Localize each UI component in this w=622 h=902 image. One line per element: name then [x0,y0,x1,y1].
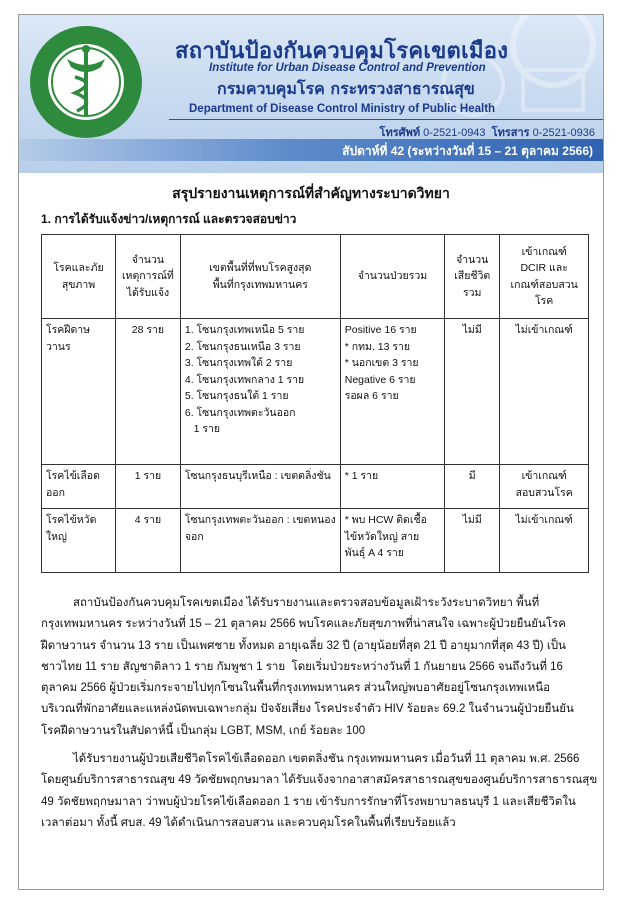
cell-deaths: ไม่มี [445,509,500,573]
cell-line: จอก [184,530,204,543]
cell-line: พื้นที่กรุงเทพมหานคร [212,278,308,291]
ministry-logo-icon [27,23,145,141]
cell-deaths: ไม่มี [445,319,500,465]
paragraph-dengue [41,749,598,834]
report-page [18,14,604,890]
letterhead [19,15,603,173]
cell-areas [180,465,340,509]
table-row [42,509,589,573]
cell-line: ได้รับแจ้ง [126,286,170,299]
institute-title-th: สถาบันป้องกันควบคุมโรคเขตเมือง [175,38,509,64]
cell-line: เกณฑ์สอบสวน [510,278,578,291]
cell-line: 5. โซนกรุงธนใต้ 1 ราย [184,390,289,402]
cell-line: จำนวน [131,253,165,266]
paragraph-line: ชาวไทย 11 ราย สัญชาติลาว 1 ราย กัมพูชา 1 ราย โดยเริ่มป่วยระหว่างวันที่ 1 กันยายน 2566 จนถึงวันที่ 16 [41,660,563,673]
cell-deaths: มี [445,465,500,509]
institute-title-en: Institute for Urban Disease Control and Prevention [209,62,486,74]
phone-label: โทรศัพท์ [379,127,421,139]
fax-label: โทรสาร [491,127,530,139]
paragraph-monkeypox [41,593,589,742]
cell-line: รอผล 6 ราย [344,390,399,402]
table-row [42,319,589,465]
paragraph-line: โดยศูนย์บริการสาธารณสุข 49 วัดชัยพฤกษมาลา ได้รับแจ้งจากอาสาสมัครสาธารณสุขของศูนย์บริการสาธารณสุข [41,774,598,787]
cell-line: โรคและภัย [53,262,104,274]
cell-line: ไข้หวัดใหญ่ สาย [344,530,420,543]
cell-line: เข้าเกณฑ์ [521,470,567,482]
header-disease [42,235,116,319]
paragraph-line: ตุลาคม 2566 ผู้ป่วยเริ่มกระจายไปทุกโซนในพื้นที่กรุงเทพมหานคร ส่วนใหญ่พบอาศัยอยู่โซนกรุงเทพเหนือ [41,682,550,695]
cell-line: จำนวน [456,253,489,266]
paragraph-line: 49 วัดชัยพฤกษมาลา ว่าพบผู้ป่วยโรคไข้เลือดออก 1 ราย เข้ารับการรักษาที่โรงพยาบาลธนบุรี 1 และเสียชีวิตใน [41,795,576,808]
paragraph-lines [41,593,589,742]
cell-cases [340,319,444,465]
header-criteria [500,235,589,319]
cell-line: จำนวนป่วยรวม [357,270,428,283]
cell-line: เขตพื้นที่ที่พบโรคสูงสุด [209,262,312,274]
week-banner [19,139,603,161]
cell-count: 4 ราย [115,509,180,573]
section-title: 1. การได้รับแจ้งข่าว/เหตุการณ์ และตรวจสอบข่าว [41,212,297,226]
cell-line: 3. โซนกรุงเทพใต้ 2 ราย [184,357,293,369]
paragraph-line: บริเวณที่พักอาศัยและแหล่งนัดพบเฉพาะกลุ่ม ปัจจัยเสี่ยง โรคประจำตัว HIV ร้อยละ 69.2 ในจำนวนผู้ป่วยยืนยัน [41,703,574,716]
cell-criteria [500,509,589,573]
department-title-th: กรมควบคุมโรค กระทรวงสาธารณสุข [217,79,475,98]
events-table [41,234,589,573]
cell-line: ไม่เข้าเกณฑ์ [515,324,573,336]
cell-line: DCIR และ [520,262,568,274]
paragraph-line: สถาบันป้องกันควบคุมโรคเขตเมือง ได้รับรายงานและตรวจสอบข้อมูลเฝ้าระวังระบาดวิทยา พื้นที่ [41,597,540,609]
report-title: สรุปรายงานเหตุการณ์ที่สำคัญทางระบาดวิทยา [172,185,450,201]
cell-criteria [500,319,589,465]
week-label: สัปดาห์ที่ 42 (ระหว่างวันที่ 15 – 21 ตุลาคม 2566) [342,144,593,158]
cell-cases [340,465,444,509]
cell-areas [180,509,340,573]
cell-line: 2. โซนกรุงธนเหนือ 3 ราย [184,340,301,353]
cell-criteria [500,465,589,509]
cell-disease: โรคฝีดาษวานร [42,319,116,465]
cell-line: พันธุ์ A 4 ราย [344,547,404,559]
cell-line: รวม [462,286,482,299]
header-deaths [445,235,500,319]
cell-line: Positive 16 ราย [344,324,417,336]
header-areas [180,235,340,319]
cell-line: ไม่เข้าเกณฑ์ [515,514,573,526]
cell-line: โซนกรุงธนบุรีเหนือ : เขตตลิ่งชัน [184,470,331,482]
cell-line: เสียชีวิต [454,270,491,283]
cell-line: เหตุการณ์ที่ [121,270,174,283]
phone-number: 0-2521-0943 [423,127,486,139]
cell-line: 1. โซนกรุงเทพเหนือ 5 ราย [184,324,305,336]
cell-line: 4. โซนกรุงเทพกลาง 1 ราย [184,373,305,386]
cell-line: สุขภาพ [61,278,96,291]
cell-areas [180,319,340,465]
table-row [42,465,589,509]
cell-line: 1 ราย [184,423,221,435]
cell-cases [340,509,444,573]
table-header-row [42,235,589,319]
header-count [115,235,180,319]
header-divider [169,119,603,120]
cell-line: โรค [535,295,554,307]
cell-disease: โรคไข้หวัดใหญ่ [42,509,116,573]
cell-line: * พบ HCW ติดเชื้อ [344,514,427,526]
cell-line: * กทม. 13 ราย [344,340,411,353]
cell-count: 1 ราย [115,465,180,509]
cell-disease: โรคไข้เลือดออก [42,465,116,509]
cell-line: สอบสวนโรค [515,486,573,499]
header-cases [340,235,444,319]
paragraph-line: โรคฝีดาษวานรในสัปดาห์นี้ เป็นกลุ่ม LGBT, MSM, เกย์ ร้อยละ 100 [41,724,366,737]
fax-number: 0-2521-0936 [532,127,595,139]
cell-line: 6. โซนกรุงเทพตะวันออก [184,406,296,419]
paragraph-line: ฝีดาษวานร จำนวน 13 ราย เป็นเพศชาย ทั้งหมด อายุเฉลี่ย 32 ปี (อายุน้อยที่สุด 21 ปี อายุมากที่สุด 43 ปี) เป็น [41,639,566,652]
cell-line: โซนกรุงเทพตะวันออก : เขตหนอง [184,514,336,526]
paragraph-line: เวลาต่อมา ทั้งนี้ ศบส. 49 ได้ดำเนินการสอบสวน และควบคุมโรคในพื้นที่เรียบร้อยแล้ว [41,816,456,829]
paragraph-lines [41,749,598,834]
cell-count: 28 ราย [115,319,180,465]
cell-line: * 1 ราย [344,470,379,482]
cell-line: * นอกเขต 3 ราย [344,357,419,369]
cell-line: เข้าเกณฑ์ [521,245,567,258]
paragraph-line: กรุงเทพมหานคร ระหว่างวันที่ 15 – 21 ตุลาคม 2566 พบโรคและภัยสุขภาพที่น่าสนใจ เฉพาะผู้ป่วยยืนยันโรค [41,618,566,631]
paragraph-line: ได้รับรายงานผู้ป่วยเสียชีวิตโรคไข้เลือดออก เขตตลิ่งชัน กรุงเทพมหานคร เมื่อวันที่ 11 ตุลาคม พ.ศ. 2566 [41,753,580,765]
department-title-en: Department of Disease Control Ministry of Public Health [189,103,496,115]
cell-line: Negative 6 ราย [344,373,416,386]
